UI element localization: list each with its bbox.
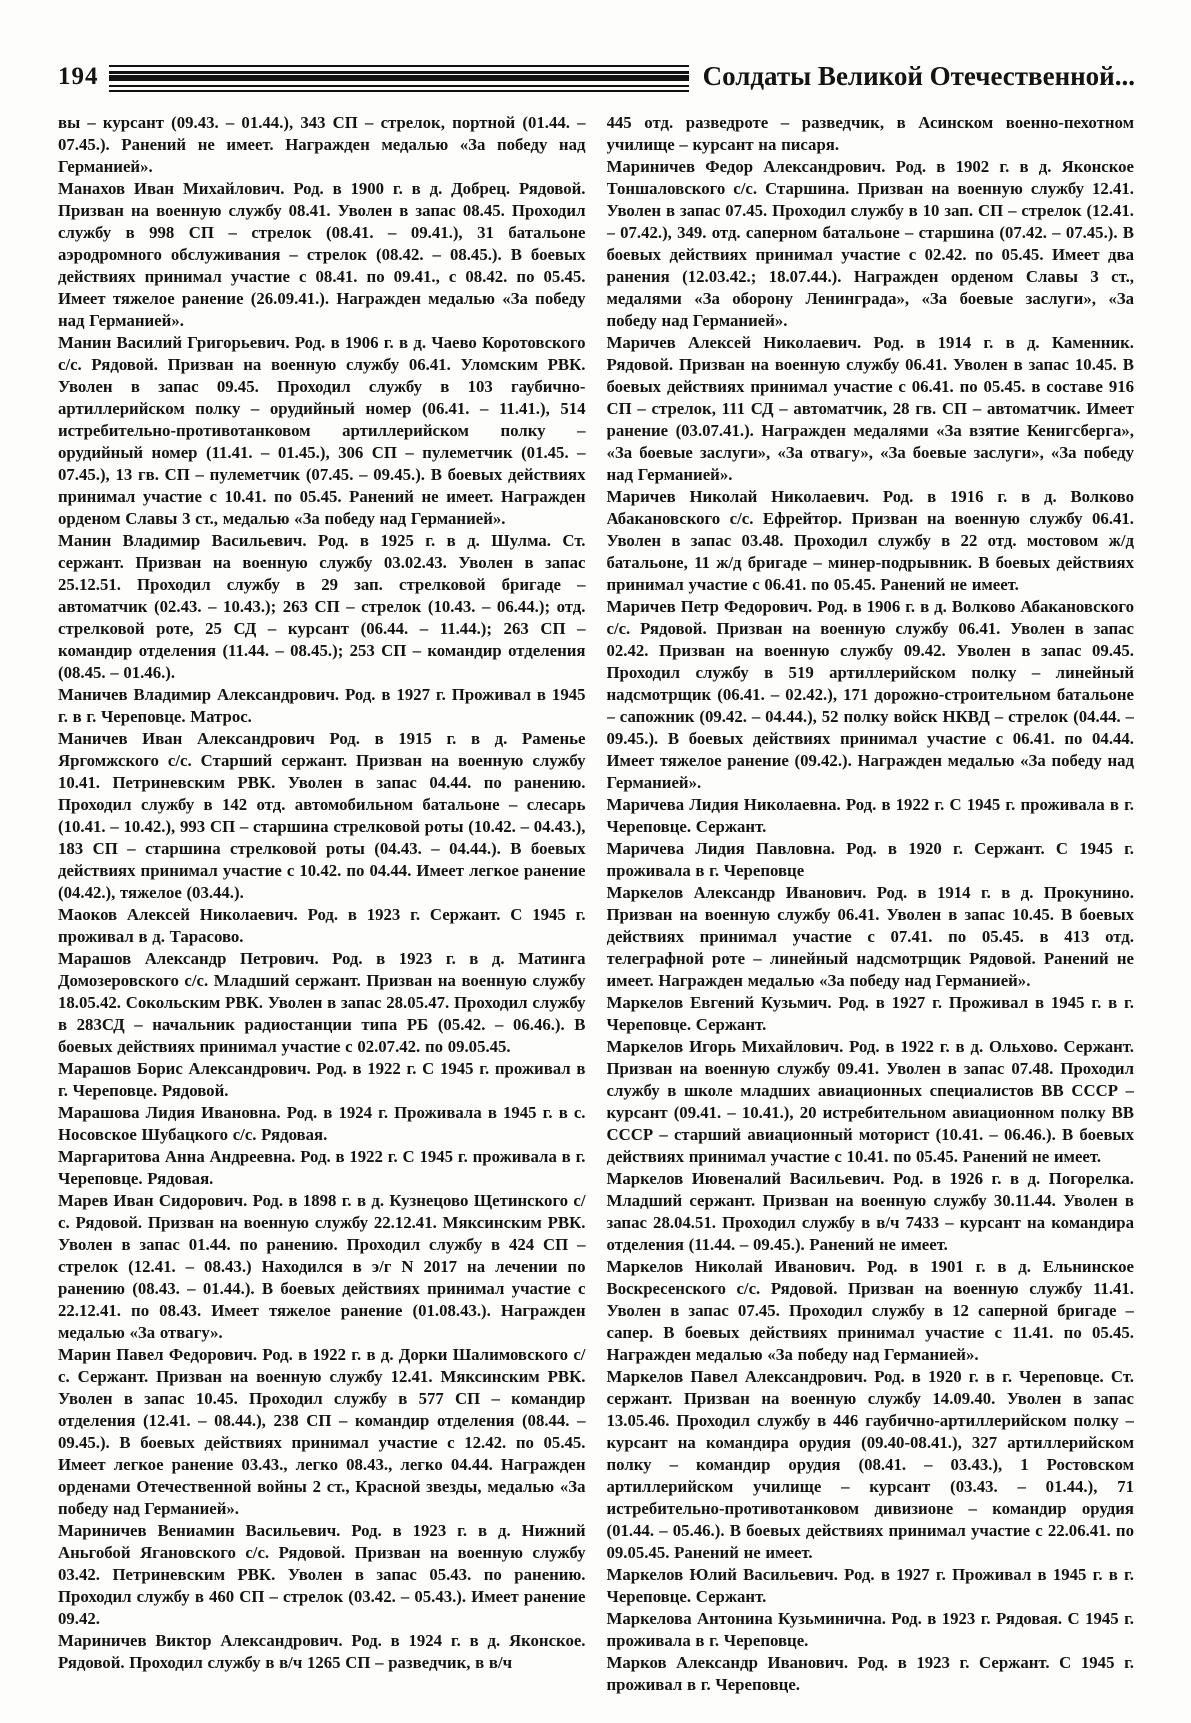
entry-name: Маркелов Иювеналий Васильевич.: [606, 1169, 885, 1188]
entry-text: Род. в 1927 г. Проживал в 1945 г. в г. Череповце. Матрос.: [58, 685, 586, 726]
entry: [607, 112, 1135, 156]
entry: [58, 948, 586, 1058]
entry: [607, 596, 1135, 794]
entry-name: Маргаритова Анна Андреевна.: [58, 1147, 296, 1166]
entry-name: Мариничев Виктор Александрович.: [58, 1631, 343, 1650]
entry-text: Род. в 1914 г. в д. Прокунино. Призван на военную службу 06.41. Уволен в запас 10.45. В боевых действиях принимал участие с 07.41. по 05.45. в 413 отд. телеграфной роте – линейный надсмотрщик Рядовой. Ранений не имеет. Награжден медалью «За победу над Германией».: [606, 883, 1134, 990]
header-rule-line: [109, 71, 689, 74]
entry-text: Род. в 1920 г. в г. Череповце. Ст. сержант. Призван на военную службу 14.09.40. Уволен в запас 13.05.46. Проходил службу в 446 гаубично-артиллерийском полку – курсант на командира орудия (09.40-08.41.), 327 артиллерийском полку – командир орудия (08.41. – 03.43.), 1 Ростовском артиллерийском училище – курсант (03.43. – 01.44.), 71 истребительно-противотанковом дивизионе – командир орудия (01.44. – 05.46.). В боевых действиях принимал участие с 22.06.41. по 09.05.45. Ранений не имеет.: [606, 1367, 1134, 1562]
entry-text: Род. в 1922 г. С 1945 г. проживал в г. Череповце. Рядовой.: [58, 1059, 586, 1100]
entry-name: Манахов Иван Михайлович.: [58, 179, 285, 198]
entry-name: Марков Александр Иванович.: [606, 1653, 849, 1672]
entry-text: Род. в 1906 г. в д. Чаево Коротовского с/с. Рядовой. Призван на военную службу 06.41. Уломским РВК. Уволен в запас 09.45. Проходил службу в 103 гаубично-артиллерийском полку – орудийный номер (06.41. – 11.41.), 514 истребительно-противотанковом артиллерийском полку – орудийный номер (11.41. – 01.45.), 306 СП – пулеметчик (01.45. – 07.45.), 13 гв. СП – пулеметчик (07.45. – 09.45.). В боевых действиях принимал участие с 10.41. по 05.45. Ранений не имеет. Награжден орденом Славы 3 ст., медалью «За победу над Германией».: [58, 333, 586, 528]
entry: [607, 1652, 1135, 1696]
entry-name: Маркелов Александр Иванович.: [606, 883, 867, 902]
entry: [607, 1256, 1135, 1366]
entry: [58, 332, 586, 530]
entry-name: Марев Иван Сидорович.: [58, 1191, 248, 1210]
entry-name: Маркелов Николай Иванович.: [606, 1257, 856, 1276]
entry-text: Род. в 1926 г. в д. Погорелка. Младший сержант. Призван на военную службу 30.11.44. Уволен в запас 28.04.51. Проходил службу в в/ч 7433 – курсант на командира отделения (11.44. – 09.45.). Ранений не имеет.: [606, 1169, 1134, 1254]
entry-name: Маричев Петр Федорович.: [606, 597, 813, 616]
entry-text: Род. в 1901 г. в д. Ельнинское Воскресенского с/с. Рядовой. Призван на военную службу 11.41. Уволен в запас 07.45. Проходил службу в 12 саперной бригаде – сапер. В боевых действиях принимал участие с 11.41. по 05.45. Награжден медалью «За победу над Германией».: [606, 1257, 1134, 1364]
entry-text: Род. в 1906 г. в д. Волково Абакановского с/с. Рядовой. Призван на военную службу 06.41. Уволен в запас 02.42. Призван на военную службу 09.42. Уволен в запас 09.45. Проходил службу в 519 артиллерийском полку – линейный надсмотрщик (06.41. – 02.42.), 171 дорожно-строительном батальоне – сапожник (09.42. – 04.44.), 52 полку войск НКВД – стрелок (04.44. – 09.45.). В боевых действиях принимал участие с 06.41. по 04.44. Имеет тяжелое ранение (09.42.). Награжден медалью «За победу над Германией».: [606, 597, 1134, 792]
entry-name: Маричев Николай Николаевич.: [606, 487, 870, 506]
entry-text: Род. в 1923 г. Рядовая. С 1945 г. проживала в г. Череповце.: [606, 1609, 1134, 1650]
entry-name: Маничев Иван Александрович: [58, 729, 315, 748]
entry-text: Род. в 1920 г. Сержант. С 1945 г. проживала в г. Череповце: [606, 839, 1134, 880]
entry-name: Маркелов Игорь Михайлович.: [606, 1037, 844, 1056]
entry-text: Род. в 1923 г. в д. Матинга Домозеровского с/с. Младший сержант. Призван на военную службу 18.05.42. Сокольским РВК. Уволен в запас 28.05.47. Проходил службу в 283СД – начальник радиостанции типа РБ (05.42. – 06.46.). В боевых действиях принимал участие с 02.07.42. по 09.05.45.: [58, 949, 586, 1056]
page-number: 194: [58, 62, 99, 90]
entry: [607, 1036, 1135, 1168]
entry-name: Маркелов Павел Александрович.: [606, 1367, 868, 1386]
entry-text: Род. в 1923 г. Сержант. С 1945 г. проживал в г. Череповце.: [606, 1653, 1134, 1694]
entry: [607, 486, 1135, 596]
left-column: [58, 112, 586, 1702]
entry-name: Манин Василий Григорьевич.: [58, 333, 290, 352]
entry-text: Род. в 1916 г. в д. Волково Абакановского с/с. Ефрейтор. Призван на военную службу 06.41. Уволен в запас 03.48. Проходил службу в 22 отд. мостовом ж/д батальоне, 11 ж/д бригаде – минер-подрывник. В боевых действиях принимал участие с 06.41. по 05.45. Ранений не имеет.: [606, 487, 1134, 594]
entry-text: Род. в 1900 г. в д. Добрец. Рядовой. Призван на военную службу 08.41. Уволен в запас 08.45. Проходил службу в 998 СП – стрелок (08.41. – 09.41.), 31 батальоне аэродромного обслуживания – стрелок (08.42. – 08.45.). В боевых действиях принимал участие с 08.41. по 09.41., с 08.42. по 05.45. Имеет тяжелое ранение (26.09.41.). Награжден медалью «За победу над Германией».: [58, 179, 586, 330]
entry-name: Марашов Борис Александрович.: [58, 1059, 311, 1078]
entry: [607, 1168, 1135, 1256]
entry: [58, 728, 586, 904]
entry-text: вы – курсант (09.43. – 01.44.), 343 СП – стрелок, портной (01.44. – 07.45.). Ранений не имеет. Награжден медалью «За победу над Германией».: [58, 113, 586, 176]
entry: [607, 156, 1135, 332]
entry-text: Род. в 1922 г. в д. Ольхово. Сержант. Призван на военную службу 09.41. Уволен в запас 07.48. Проходил службу в школе младших авиационных специалистов ВВ СССР – курсант (09.41. – 10.41.), 20 истребительном авиационном полку ВВ СССР – старший авиационный моторист (10.41. – 06.46.). В боевых действиях принимал участие с 10.41. по 05.45. Ранений не имеет.: [606, 1037, 1134, 1166]
entry: [607, 1608, 1135, 1652]
entry-name: Маоков Алексей Николаевич.: [58, 905, 298, 924]
entry: [58, 684, 586, 728]
entry: [58, 1630, 586, 1674]
entry: [607, 794, 1135, 838]
text-columns: [58, 112, 1134, 1702]
entry: [58, 178, 586, 332]
entry: [58, 1344, 586, 1520]
entry-name: Марашов Александр Петрович.: [58, 949, 319, 968]
entry-name: Маничев Владимир Александрович.: [58, 685, 340, 704]
entry-name: Маркелова Антонина Кузьминична.: [606, 1609, 886, 1628]
entry-name: Маричева Лидия Николаевна.: [606, 795, 841, 814]
header-rule-line: [109, 65, 689, 67]
entry-name: Марин Павел Федорович.: [58, 1345, 258, 1364]
entry-text: Род. в 1922 г. С 1945 г. проживала в г. Череповце. Сержант.: [606, 795, 1134, 836]
entry: [607, 838, 1135, 882]
entry-text: Род. в 1915 г. в д. Раменье Яргомжского с/с. Старший сержант. Призван на военную службу 10.41. Петриневским РВК. Уволен в запас 04.44. по ранению. Проходил службу в 142 отд. автомобильном батальоне – слесарь (10.41. – 10.42.), 993 СП – старшина стрелковой роты (10.42. – 04.43.), 183 СП – старшина стрелковой роты (04.43. – 04.44.). В боевых действиях принимал участие с 10.42. по 04.44. Имеет легкое ранение (04.42.), тяжелое (03.44.).: [58, 729, 586, 902]
entry: [58, 1102, 586, 1146]
header-rule-line: [109, 90, 689, 92]
entry-name: Маричев Алексей Николаевич.: [606, 333, 862, 352]
entry: [58, 1058, 586, 1102]
entry-text: Род. в 1922 г. в д. Дорки Шалимовского с/с. Сержант. Призван на военную службу 12.41. Мяксинским РВК. Уволен в запас 10.45. Проходил службу в 577 СП – командир отделения (12.41. – 08.44.), 238 СП – командир отделения (08.44. – 09.45.). В боевых действиях принимал участие с 12.42. по 05.45. Имеет легкое ранение 03.43., легко 08.43., легко 04.44. Награжден орденами Отечественной войны 2 ст., Красной звезды, медалью «За победу над Германией».: [58, 1345, 586, 1518]
entry: [607, 882, 1135, 992]
entry-text: Род. в 1924 г. в д. Яконское. Рядовой. Проходил службу в в/ч 1265 СП – разведчик, в в/ч: [58, 1631, 586, 1672]
entry-text: Род. в 1922 г. С 1945 г. проживала в г. Череповце. Рядовая.: [58, 1147, 586, 1188]
page-header: [58, 56, 1135, 96]
entry-text: Род. в 1924 г. Проживала в 1945 г. в с. Носовское Шубацкого с/с. Рядовая.: [58, 1103, 586, 1144]
header-rule-line: [109, 85, 689, 87]
entry-name: Мариничев Вениамин Васильевич.: [58, 1521, 341, 1540]
entry: [607, 1366, 1135, 1564]
entry: [58, 112, 586, 178]
entry-name: Мариничев Федор Александрович.: [606, 157, 886, 176]
entry-name: Маркелов Евгений Кузьмич.: [606, 993, 832, 1012]
entry-name: Маркелов Юлий Васильевич.: [606, 1565, 838, 1584]
entry-name: Марашова Лидия Ивановна.: [58, 1103, 281, 1122]
entry: [58, 1146, 586, 1190]
entry: [607, 332, 1135, 486]
book-title: Солдаты Великой Отечественной...: [702, 60, 1135, 91]
entry: [58, 530, 586, 684]
entry: [58, 904, 586, 948]
entry-name: Маричева Лидия Павловна.: [606, 839, 835, 858]
entry-text: Род. в 1914 г. в д. Каменник. Рядовой. Призван на военную службу 06.41. Уволен в запас 10.45. В боевых действиях принимал участие с 06.41. по 05.45. в составе 916 СП – стрелок, 111 СД – автоматчик, 28 гв. СП – автоматчик. Имеет ранение (03.07.41.). Награжден медалями «За взятие Кенигсберга», «За боевые заслуги», «За отвагу», «За боевые заслуги», «За победу над Германией».: [606, 333, 1134, 484]
header-rule-line: [109, 75, 689, 81]
entry: [58, 1520, 586, 1630]
entry-text: Род. в 1923 г. в д. Нижний Аньгобой Ягановского с/с. Рядовой. Призван на военную службу 03.42. Петриневским РВК. Уволен в запас 05.43. по ранению. Проходил службу в 460 СП – стрелок (03.42. – 05.43.). Имеет ранение 09.42.: [58, 1521, 586, 1628]
entry: [607, 1564, 1135, 1608]
entry: [58, 1190, 586, 1344]
entry-name: Манин Владимир Васильевич.: [58, 531, 307, 550]
entry: [607, 992, 1135, 1036]
entry-text: Род. в 1925 г. в д. Шулма. Ст. сержант. Призван на военную службу 03.02.43. Уволен в запас 25.12.51. Проходил службу в 29 зап. стрелковой бригаде – автоматчик (02.43. – 10.43.); 263 СП – стрелок (10.43. – 06.44.); отд. стрелковой роте, 25 СД – курсант (06.44. – 11.44.); 263 СП – командир отделения (11.44. – 08.45.); 253 СП – командир отделения (08.45. – 01.46.).: [58, 531, 586, 682]
entry-text: 445 отд. разведроте – разведчик, в Асинском военно-пехотном училище – курсант на писаря.: [606, 113, 1134, 154]
header-rule: [109, 65, 689, 92]
entry-text: Род. в 1927 г. Проживал в 1945 г. в г. Череповце. Сержант.: [606, 993, 1134, 1034]
entry-text: Род. в 1902 г. в д. Яконское Тоншаловского с/с. Старшина. Призван на военную службу 12.41. Уволен в запас 07.45. Проходил службу в 10 зап. СП – стрелок (12.41. – 07.42.), 349. отд. саперном батальоне – старшина (07.42. – 07.45.). В боевых действиях принимал участие с 02.42. по 05.45. Имеет два ранения (12.03.42.; 18.07.44.). Награжден орденом Славы 3 ст., медалями «За оборону Ленинграда», «За боевые заслуги», «За победу над Германией».: [606, 157, 1134, 330]
right-column: [607, 112, 1135, 1702]
entry-text: Род. в 1898 г. в д. Кузнецово Щетинского с/с. Рядовой. Призван на военную службу 22.12.41. Мяксинским РВК. Уволен в запас 01.44. по ранению. Проходил службу в 424 СП – стрелок (12.41. – 08.43.) Находился в э/г N 2017 на лечении по ранению (08.43. – 01.44.). В боевых действиях принимал участие с 22.12.41. по 08.43. Имеет тяжелое ранение (01.08.43.). Награжден медалью «За отвагу».: [58, 1191, 586, 1342]
entry-text: Род. в 1923 г. Сержант. С 1945 г. проживал в д. Тарасово.: [58, 905, 586, 946]
entry-text: Род. в 1927 г. Проживал в 1945 г. в г. Череповце. Сержант.: [606, 1565, 1134, 1606]
